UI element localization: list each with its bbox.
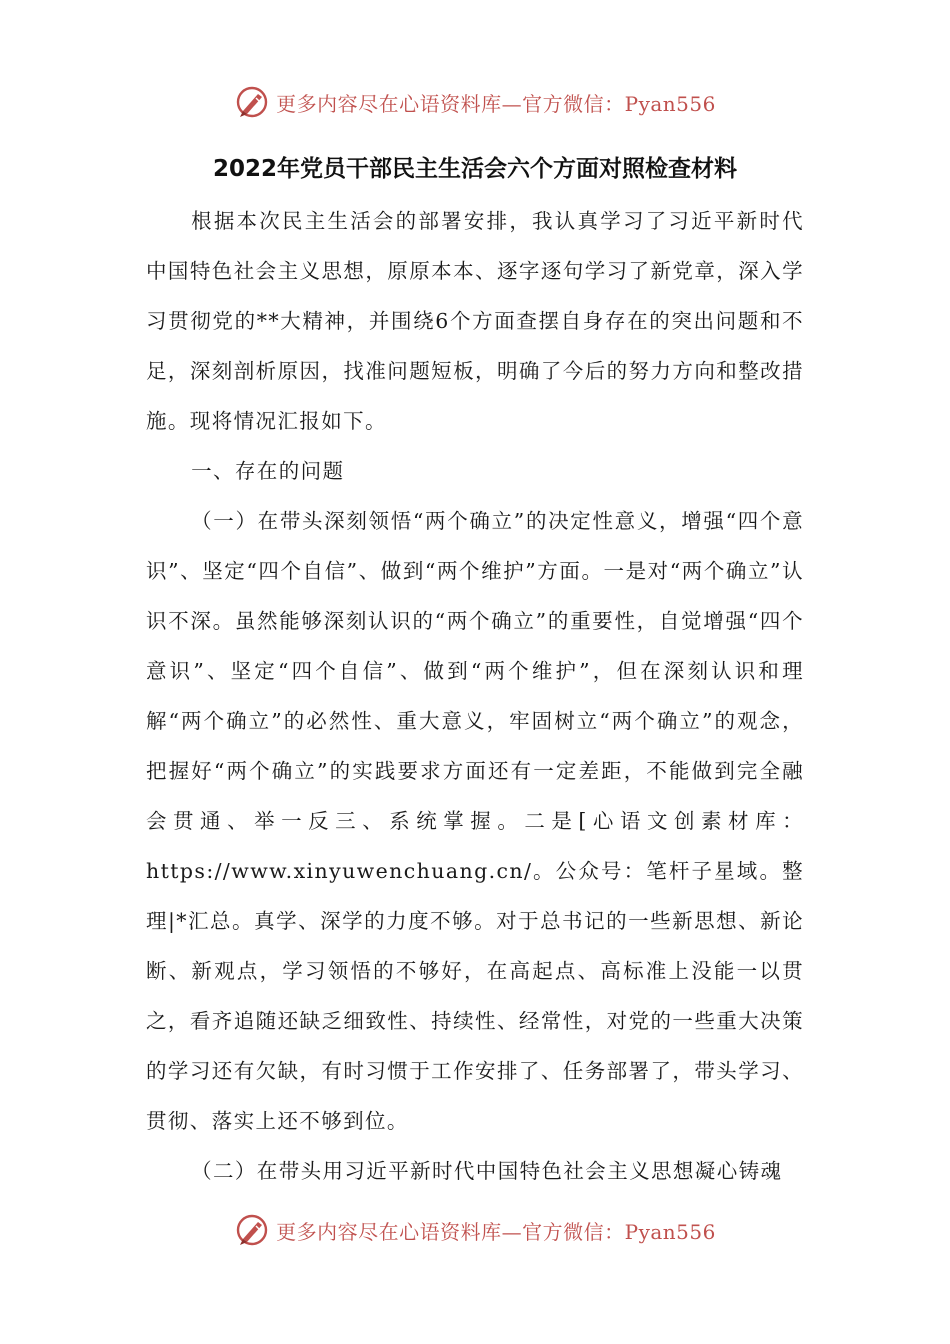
paragraph-intro: 根据本次民主生活会的部署安排，我认真学习了习近平新时代中国特色社会主义思想，原原本本、逐字逐句学习了新党章，深入学习贯彻党的**大精神，并围绕6个方面查摆自身存在的突出问题和不足，深刻剖析原因，找准问题短板，明确了今后的努力方向和整改措施。现将情况汇报如下。 bbox=[146, 209, 804, 433]
header-banner-content bbox=[234, 84, 716, 120]
footer-banner-text: 更多内容尽在心语资料库—官方微信：Pyan556 bbox=[276, 1219, 716, 1244]
section-heading: 一、存在的问题 bbox=[191, 459, 345, 483]
header-banner bbox=[0, 80, 950, 124]
document-title: 2022年党员干部民主生活会六个方面对照检查材料 bbox=[212, 156, 737, 182]
pen-logo-icon bbox=[234, 1212, 270, 1248]
document-body bbox=[146, 196, 804, 1196]
header-banner-text: 更多内容尽在心语资料库—官方微信：Pyan556 bbox=[276, 91, 716, 116]
paragraph-section-two: （二）在带头用习近平新时代中国特色社会主义思想凝心铸魂 bbox=[191, 1159, 783, 1183]
footer-banner-content bbox=[234, 1212, 716, 1248]
pen-logo-icon bbox=[234, 84, 270, 120]
footer-banner bbox=[0, 1208, 950, 1252]
paragraph-section-one: （一）在带头深刻领悟“两个确立”的决定性意义，增强“四个意识”、坚定“四个自信”、做到“两个维护”方面。一是对“两个确立”认识不深。虽然能够深刻认识的“两个确立”的重要性，自觉增强“四个意识”、坚定“四个自信”、做到“两个维护”，但在深刻认识和理解“两个确立”的必然性、重大意义，牢固树立“两个确立”的观念，把握好“两个确立”的实践要求方面还有一定差距，不能做到完全融会贯通、举一反三、系统掌握。二是[心语文创素材库：https://www.xinyuwenchuang.cn/。公众号：笔杆子星域。整理|*汇总。真学、深学的力度不够。对于总书记的一些新思想、新论断、新观点，学习领悟的不够好，在高起点、高标准上没能一以贯之，看齐追随还缺乏细致性、持续性、经常性，对党的一些重大决策的学习还有欠缺，有时习惯于工作安排了、任务部署了，带头学习、贯彻、落实上还不够到位。 bbox=[146, 509, 804, 1133]
